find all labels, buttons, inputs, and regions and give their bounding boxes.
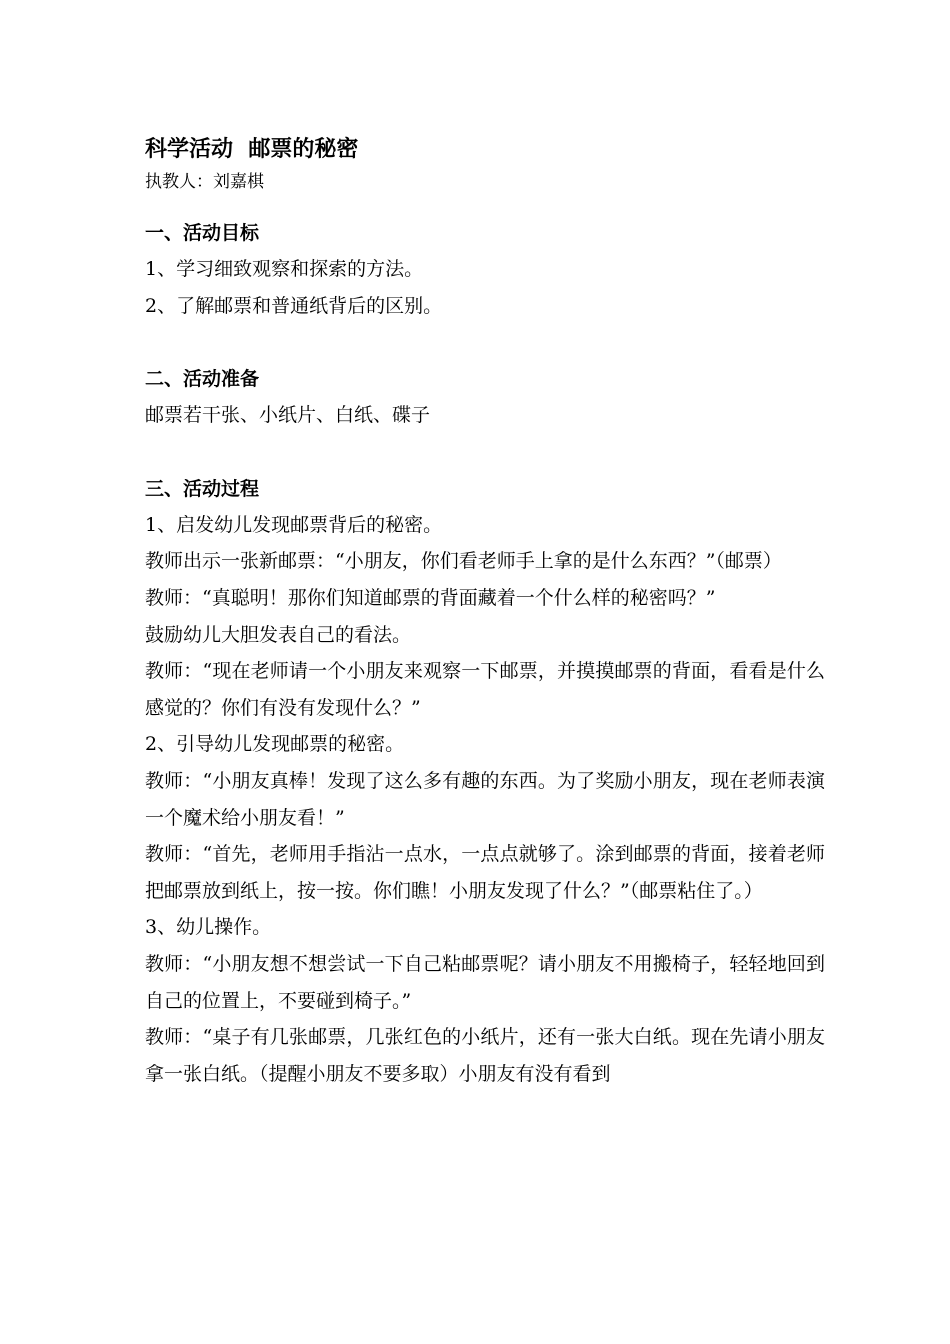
section-heading: 一、活动目标 <box>145 222 260 244</box>
paragraph: 1、启发幼儿发现邮票背后的秘密。 <box>145 513 443 536</box>
paragraph: 教师：“现在老师请一个小朋友来观察一下邮票，并摸摸邮票的背面，看看是什么感觉的？你们有没有发现什么？” <box>145 660 825 719</box>
section-goals <box>145 215 825 324</box>
paragraph: 2、了解邮票和普通纸背后的区别。 <box>145 294 443 317</box>
blank-line <box>145 434 825 471</box>
section-preparation <box>145 361 825 434</box>
paragraph: 教师：“桌子有几张邮票，几张红色的小纸片，还有一张大白纸。现在先请小朋友拿一张白纸。（提醒小朋友不要多取）小朋友有没有看到 <box>145 1026 825 1085</box>
section-heading: 二、活动准备 <box>145 368 260 391</box>
paragraph: 教师：“首先，老师用手指沾一点水，一点点就够了。涂到邮票的背面，接着老师把邮票放到纸上，按一按。你们瞧！小朋友发现了什么？”（邮票粘住了。） <box>145 843 825 902</box>
paragraph: 教师：“小朋友想不想尝试一下自己粘邮票呢？请小朋友不用搬椅子，轻轻地回到自己的位置上，不要碰到椅子。” <box>145 952 825 1012</box>
paragraph: 2、引导幼儿发现邮票的秘密。 <box>145 733 405 756</box>
document-body <box>145 132 825 1092</box>
section-process <box>145 471 825 1093</box>
document-author: 执教人：刘嘉棋 <box>145 172 264 192</box>
blank-line <box>145 324 825 361</box>
paragraph: 教师出示一张新邮票：“小朋友，你们看老师手上拿的是什么东西？”（邮票） <box>145 550 782 573</box>
paragraph: 邮票若干张、小纸片、白纸、碟子 <box>145 404 431 427</box>
document-title: 科学活动 邮票的秘密 <box>145 137 359 162</box>
paragraph: 鼓励幼儿大胆发表自己的看法。 <box>145 623 412 646</box>
section-heading: 三、活动过程 <box>145 477 260 500</box>
paragraph: 3、幼儿操作。 <box>145 916 272 939</box>
paragraph: 教师：“小朋友真棒！发现了这么多有趣的东西。为了奖励小朋友，现在老师表演一个魔术给小朋友看！” <box>145 769 825 829</box>
paragraph: 1、学习细致观察和探索的方法。 <box>145 258 424 280</box>
paragraph: 教师：“真聪明！那你们知道邮票的背面藏着一个什么样的秘密吗？” <box>145 586 716 609</box>
